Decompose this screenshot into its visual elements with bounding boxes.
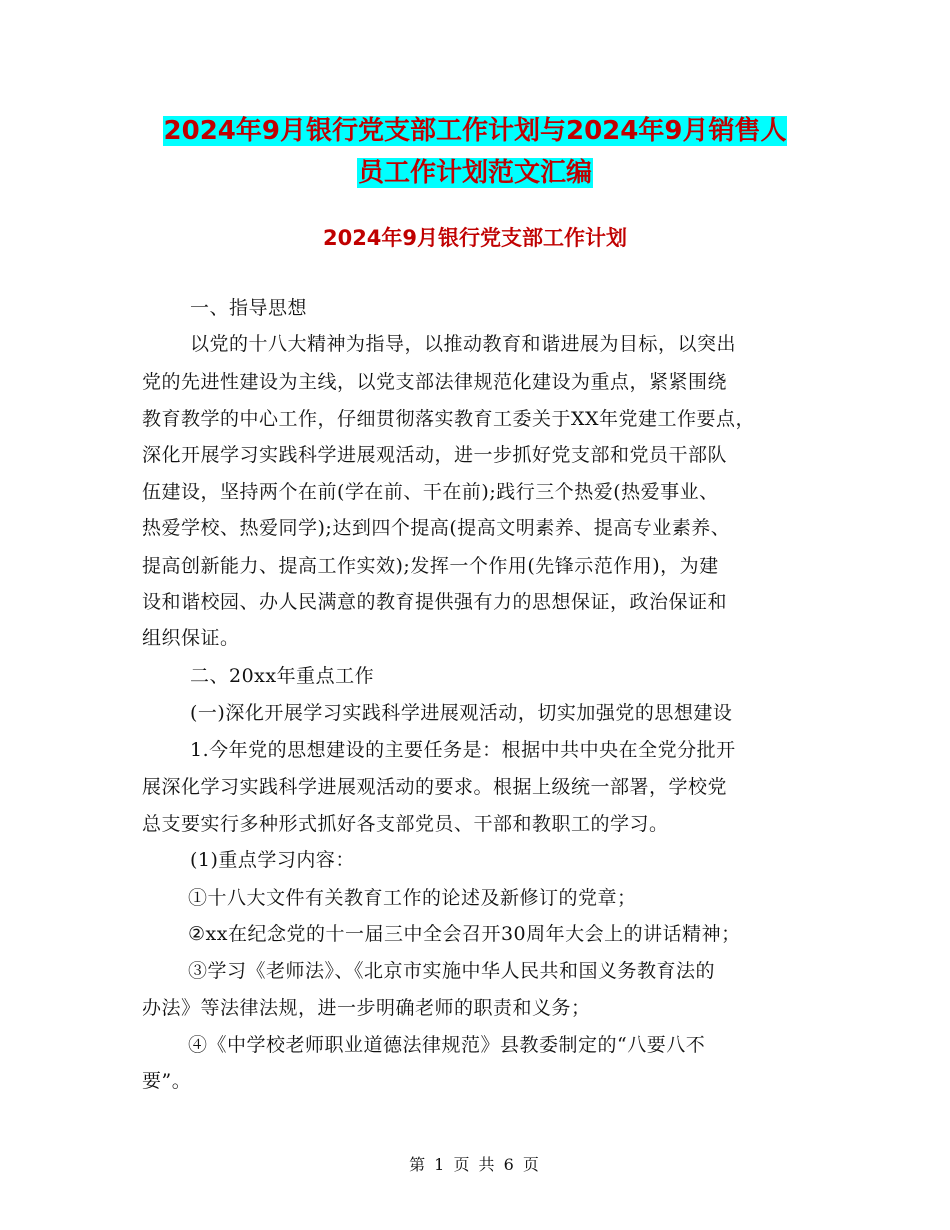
list-item-continued: 办法》等法律法规，进一步明确老师的职责和义务；: [142, 997, 591, 1019]
paragraph-line: 以党的十八大精神为指导，以推动教育和谐进展为目标，以突出: [190, 333, 737, 355]
list-heading: (1)重点学习内容：: [190, 849, 355, 871]
paragraph-line: 一、指导思想: [190, 297, 308, 319]
list-item: ④《中学校老师职业道德法律规范》县教委制定的“八要八不: [188, 1034, 706, 1056]
document-title-line-2: [0, 153, 950, 193]
paragraph-line: 热爱学校、热爱同学);达到四个提高(提高文明素养、提高专业素养、: [142, 517, 731, 539]
paragraph-line: 伍建设，坚持两个在前(学在前、干在前);践行三个热爱(热爱事业、: [142, 481, 719, 503]
paragraph-line: 党的先进性建设为主线，以党支部法律规范化建设为重点，紧紧围绕: [142, 371, 728, 393]
section-title: 2024年9月银行党支部工作计划: [322, 226, 628, 250]
title-highlight: 2024年9月银行党支部工作计划与2024年9月销售人: [163, 116, 787, 146]
list-item: ③学习《老师法》、《北京市实施中华人民共和国义务教育法的: [188, 960, 716, 982]
title-highlight: 员工作计划范文汇编: [357, 158, 592, 188]
paragraph-line: 总支要实行多种形式抓好各支部党员、干部和教职工的学习。: [142, 813, 669, 835]
list-item: ①十八大文件有关教育工作的论述及新修订的党章；: [188, 887, 637, 909]
list-item-continued: 要”。: [142, 1070, 192, 1092]
paragraph-line: 深化开展学习实践科学进展观活动，进一步抓好党支部和党员干部队: [142, 444, 728, 466]
document-title-line-1: [0, 111, 950, 151]
subsection-heading: (一)深化开展学习实践科学进展观活动，切实加强党的思想建设: [190, 702, 733, 724]
paragraph-line: 设和谐校园、办人民满意的教育提供强有力的思想保证，政治保证和: [142, 591, 728, 613]
list-item: ②xx在纪念党的十一届三中全会召开30周年大会上的讲话精神；: [188, 923, 741, 945]
page-number-footer: 第 1 页 共 6 页: [409, 1155, 541, 1174]
paragraph-line: 1.今年党的思想建设的主要任务是：根据中共中央在全党分批开: [190, 739, 736, 761]
section-heading: 二、20xx年重点工作: [190, 665, 375, 687]
paragraph-line: 提高创新能力、提高工作实效);发挥一个作用(先锋示范作用)，为建: [142, 555, 719, 577]
paragraph-line: 展深化学习实践科学进展观活动的要求。根据上级统一部署，学校党: [142, 776, 728, 798]
paragraph-line: 教育教学的中心工作，仔细贯彻落实教育工委关于XX年党建工作要点，: [142, 408, 756, 430]
paragraph-line: 组织保证。: [142, 627, 240, 649]
